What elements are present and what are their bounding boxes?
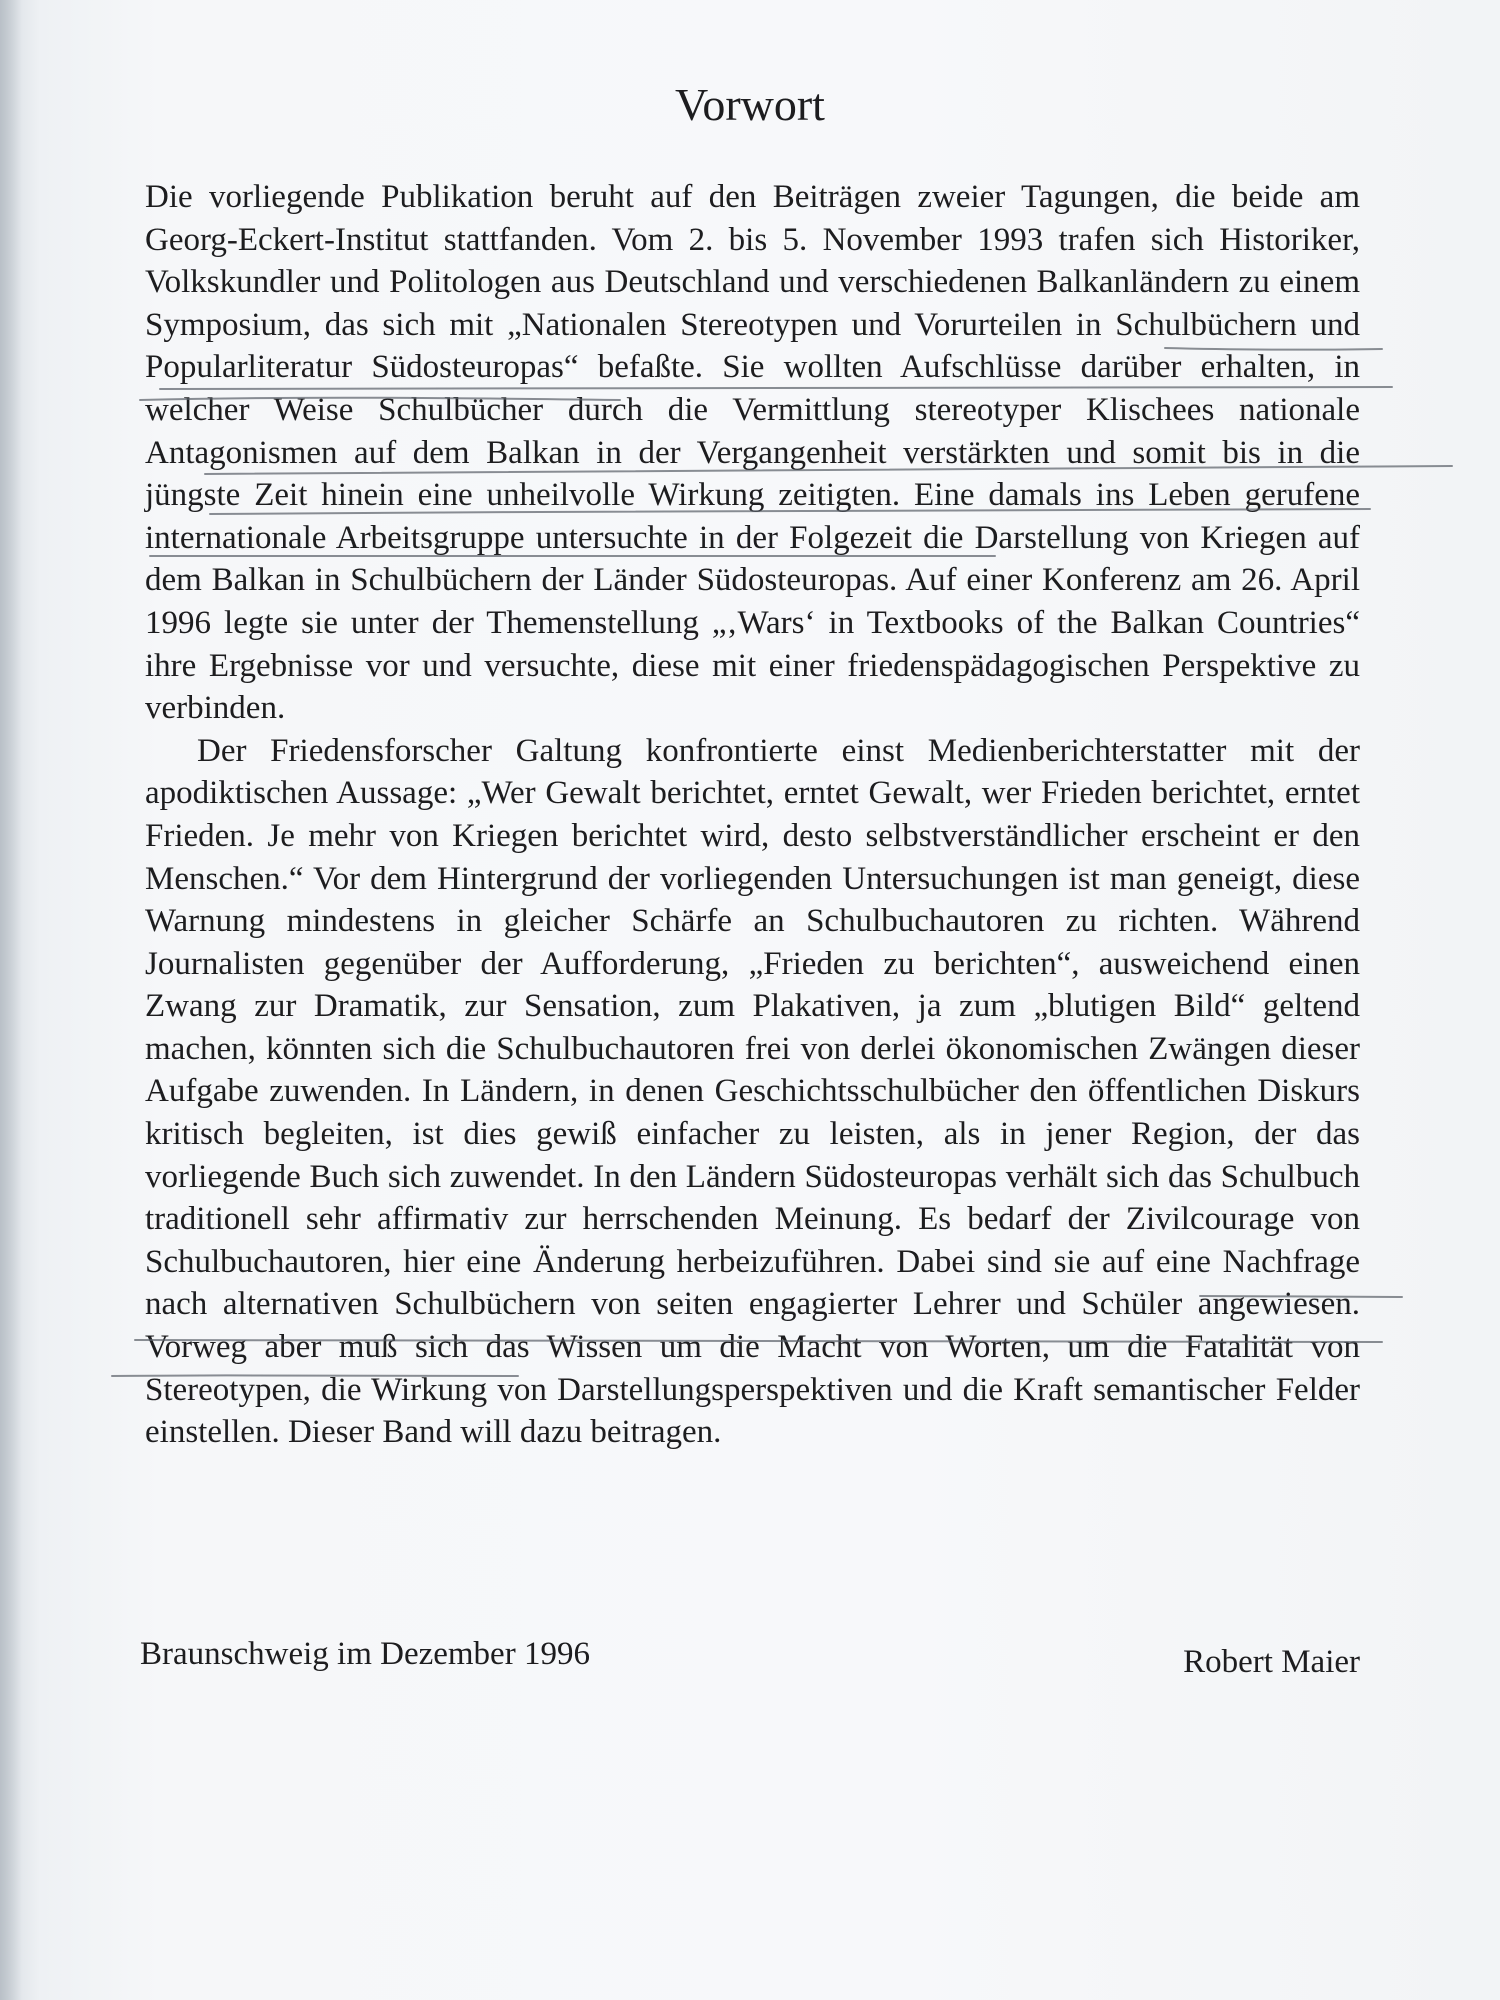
paragraph-2: Der Friedensforscher Galtung konfrontierte einst Medienberichterstatter mit der apodiktischen Aussage: „Wer Gewalt berichtet, erntet Gewalt, wer Frieden berichtet, erntet Frieden. Je mehr von Kriegen berichtet wird, desto selbstverständlicher erscheint er den Menschen.“ Vor dem Hintergrund der vorliegenden Untersuchungen ist man geneigt, diese Warnung mindestens in gleicher Schärfe an Schulbuchautoren zu richten. Während Journalisten gegenüber der Aufforderung, „Frieden zu berichten“, ausweichend einen Zwang zur Dramatik, zur Sensation, zum Plakativen, ja zum „blutigen Bild“ geltend machen, könnten sich die Schulbuchautoren frei von derlei ökonomischen Zwängen dieser Aufgabe zuwenden. In Ländern, in denen Geschichtsschulbücher den öffentlichen Diskurs kritisch begleiten, ist dies gewiß einfacher zu leisten, als in jener Region, der das vorliegende Buch sich zuwendet. In den Ländern Südosteuropas verhält sich das Schulbuch traditionell sehr affirmativ zur herrschenden Meinung. Es bedarf der Zivilcourage von Schulbuchautoren, hier eine Änderung herbeizuführen. Dabei sind sie auf eine Nachfrage nach alternativen Schulbüchern von seiten engagierter Lehrer und Schüler angewiesen. Vorweg aber muß sich das Wissen um die Macht von Worten, um die Fatalität von Stereotypen, die Wirkung von Darstellungsperspektiven und die Kraft semantischer Felder einstellen. Dieser Band will dazu beitragen. (145, 732, 1360, 1451)
author-signature: Robert Maier (1183, 1644, 1360, 1680)
binding-shadow (0, 0, 22, 2000)
paragraph-1: Die vorliegende Publikation beruht auf den Beiträgen zweier Tagungen, die beide am Georg-Eckert-Institut stattfanden. Vom 2. bis 5. November 1993 trafen sich Historiker, Volkskundler und Politologen aus Deutschland und verschiedenen Balkanländern zu einem Symposium, das sich mit „Nationalen Stereotypen und Vorurteilen in Schulbüchern und Popularliteratur Südosteuropas“ befaßte. Sie wollten Aufschlüsse darüber erhalten, in welcher Weise Schulbücher durch die Vermittlung stereotyper Klischees nationale Antagonismen auf dem Balkan in der Vergangenheit verstärkten und somit bis in die jüngste Zeit hinein eine unheilvolle Wirkung zeitigten. Eine damals ins Leben gerufene internationale Arbeitsgruppe untersuchte in der Folgezeit die Darstellung von Kriegen auf dem Balkan in Schulbüchern der Länder Südosteuropas. Auf einer Konferenz am 26. April 1996 legte sie unter der Themenstellung „‚Wars‘ in Textbooks of the Balkan Countries“ ihre Ergebnisse vor und versuchte, diese mit einer friedenspädagogischen Perspektive zu verbinden. (145, 179, 1360, 727)
place-and-date: Braunschweig im Dezember 1996 (140, 1636, 590, 1672)
page-title: Vorwort (675, 79, 825, 130)
foreword-body (145, 176, 1360, 1454)
